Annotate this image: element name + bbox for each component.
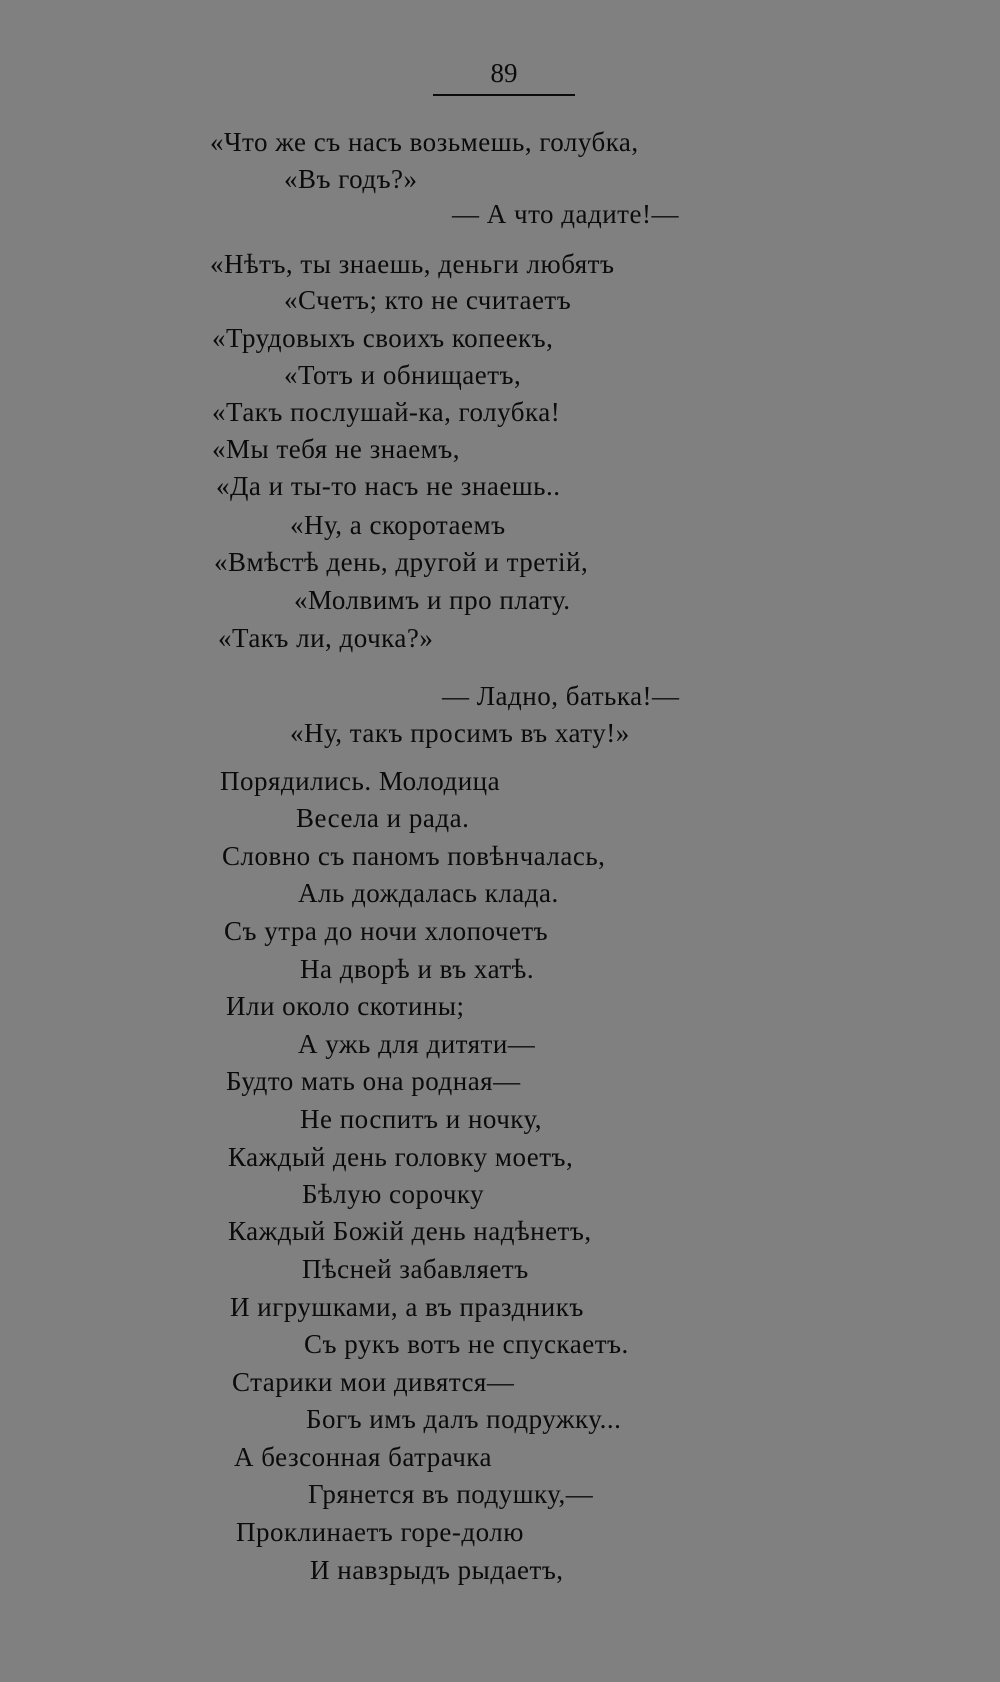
- poem-line: Богъ имъ далъ подружку...: [306, 1404, 622, 1434]
- poem-line: Каждый день головку моетъ,: [228, 1142, 574, 1172]
- poem-line: И навзрыдъ рыдаетъ,: [310, 1555, 564, 1585]
- poem-line: «Молвимъ и про плату.: [294, 585, 571, 615]
- poem-line: Грянется въ подушку,—: [308, 1479, 594, 1509]
- poem-line: Не поспитъ и ночку,: [300, 1104, 543, 1134]
- poem-line: Словно съ паномъ повѣнчалась,: [222, 841, 606, 871]
- poem-line: Аль дождалась клада.: [298, 878, 559, 908]
- poem-line: — Ладно, батька!—: [442, 681, 680, 711]
- poem-line: Каждый Божій день надѣнетъ,: [228, 1216, 592, 1246]
- poem-line: «Что же съ насъ возьмешь, голубка,: [210, 127, 639, 157]
- poem-line: Старики мои дивятся—: [232, 1367, 515, 1397]
- poem-line: «Такъ послушай-ка, голубка!: [212, 397, 561, 427]
- poem-line: Весела и рада.: [296, 803, 470, 833]
- poem-line: И игрушками, а въ праздникъ: [230, 1292, 584, 1322]
- poem-line: «Мы тебя не знаемъ,: [212, 434, 460, 464]
- poem-line: Будто мать она родная—: [226, 1066, 521, 1096]
- poem-line: Проклинаетъ горе-долю: [236, 1517, 524, 1547]
- poem-line: А ужь для дитяти—: [298, 1029, 536, 1059]
- poem-line: «Ну, а скоротаемъ: [290, 510, 506, 540]
- poem-line: «Счетъ; кто не считаетъ: [284, 285, 572, 315]
- poem-line: «Да и ты-то насъ не знаешь..: [216, 471, 561, 501]
- poem-line: Пѣсней забавляетъ: [302, 1254, 529, 1284]
- poem-line: «Нѣтъ, ты знаешь, деньги любятъ: [210, 249, 615, 279]
- poem-line: — А что дадите!—: [452, 199, 679, 229]
- poem-line: «Въ годъ?»: [284, 164, 418, 194]
- poem-line: «Ну, такъ просимъ въ хату!»: [290, 718, 630, 748]
- poem-line: А безсонная батрачка: [234, 1442, 492, 1472]
- poem-line: Съ утра до ночи хлопочетъ: [224, 916, 549, 946]
- poem-line: На дворѣ и въ хатѣ.: [300, 954, 535, 984]
- poem-line: «Такъ ли, дочка?»: [218, 623, 434, 653]
- poem-line: Порядились. Молодица: [220, 766, 501, 796]
- page-number: 89: [490, 58, 518, 88]
- poem-line: Бѣлую сорочку: [302, 1179, 485, 1209]
- poem-line: Съ рукъ вотъ не спускаетъ.: [304, 1329, 629, 1359]
- poem-line: «Трудовыхъ своихъ копеекъ,: [212, 323, 554, 353]
- page-number-rule: [433, 94, 575, 96]
- poem-line: «Вмѣстѣ день, другой и третій,: [214, 547, 589, 577]
- poem-line: Или около скотины;: [226, 991, 465, 1021]
- poem-line: «Тотъ и обнищаетъ,: [284, 360, 522, 390]
